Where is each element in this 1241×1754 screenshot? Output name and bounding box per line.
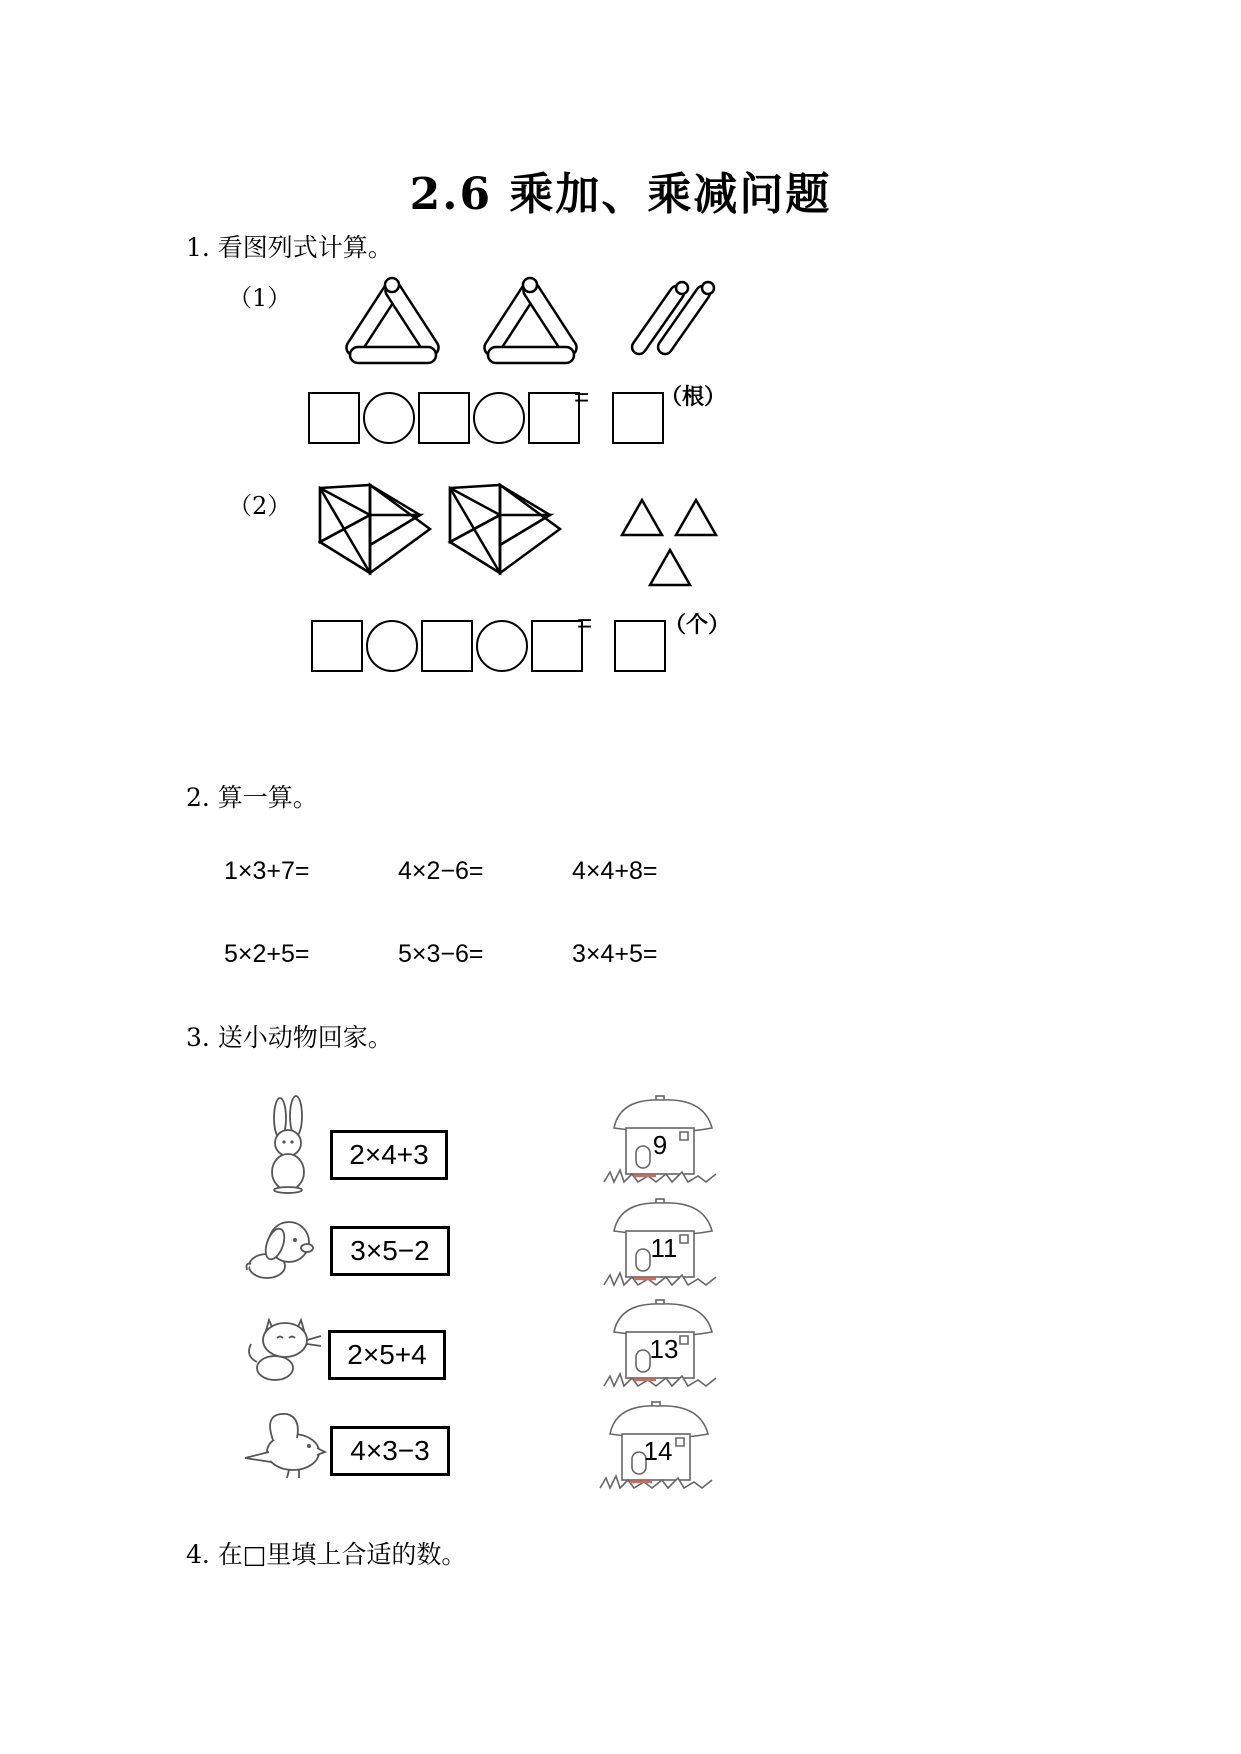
equals-sign: =: [574, 382, 590, 412]
page-title: 2.6 乘加、乘减问题: [409, 169, 832, 220]
calc-item: 5×3−6=: [398, 940, 484, 968]
q2-heading: 2. 算一算。: [186, 783, 318, 812]
operator-circle[interactable]: [473, 392, 525, 444]
operator-circle[interactable]: [476, 620, 528, 672]
answer-box[interactable]: [421, 620, 473, 672]
expression-card[interactable]: 4×3−3: [330, 1426, 450, 1476]
calc-item: 5×2+5=: [224, 940, 310, 968]
answer-box[interactable]: [418, 392, 470, 444]
house-number[interactable]: 13: [649, 1334, 679, 1364]
dog-icon: [245, 1218, 325, 1288]
unit-label: （根）: [660, 384, 727, 410]
matchsticks-pair-icon: [628, 280, 718, 360]
three-triangles-icon: [620, 495, 720, 590]
q4-heading: 4. 在□里填上合适的数。: [186, 1540, 467, 1569]
operator-circle[interactable]: [366, 620, 418, 672]
rabbit-icon: [262, 1098, 318, 1193]
calc-item: 1×3+7=: [224, 857, 310, 885]
q1-part2-label: （2）: [228, 492, 292, 520]
calc-item: 4×4+8=: [572, 857, 658, 885]
answer-box[interactable]: [308, 392, 360, 444]
matchstick-triangle-icon: [478, 275, 588, 365]
expression-card[interactable]: 2×5+4: [328, 1330, 446, 1380]
house-number[interactable]: 14: [643, 1436, 673, 1466]
expression-card[interactable]: 3×5−2: [330, 1226, 450, 1276]
q1-part1-label: （1）: [228, 284, 292, 312]
result-box[interactable]: [614, 620, 666, 672]
cat-icon: [245, 1312, 325, 1384]
equals-sign: =: [577, 608, 593, 638]
unit-label: （个）: [664, 612, 731, 638]
result-box[interactable]: [612, 392, 664, 444]
q3-heading: 3. 送小动物回家。: [186, 1023, 393, 1052]
triangle-group-icon: [320, 485, 430, 575]
answer-box[interactable]: [531, 620, 583, 672]
expression-card[interactable]: 2×4+3: [330, 1130, 448, 1180]
answer-box[interactable]: [528, 392, 580, 444]
triangle-group-icon: [450, 485, 560, 575]
answer-box[interactable]: [311, 620, 363, 672]
operator-circle[interactable]: [363, 392, 415, 444]
q1-heading: 1. 看图列式计算。: [186, 233, 393, 262]
calc-item: 4×2−6=: [398, 857, 484, 885]
house-number[interactable]: 9: [652, 1130, 668, 1160]
calc-item: 3×4+5=: [572, 940, 658, 968]
house-number[interactable]: 11: [650, 1233, 678, 1263]
bird-icon: [243, 1410, 327, 1480]
matchstick-triangle-icon: [340, 275, 450, 365]
